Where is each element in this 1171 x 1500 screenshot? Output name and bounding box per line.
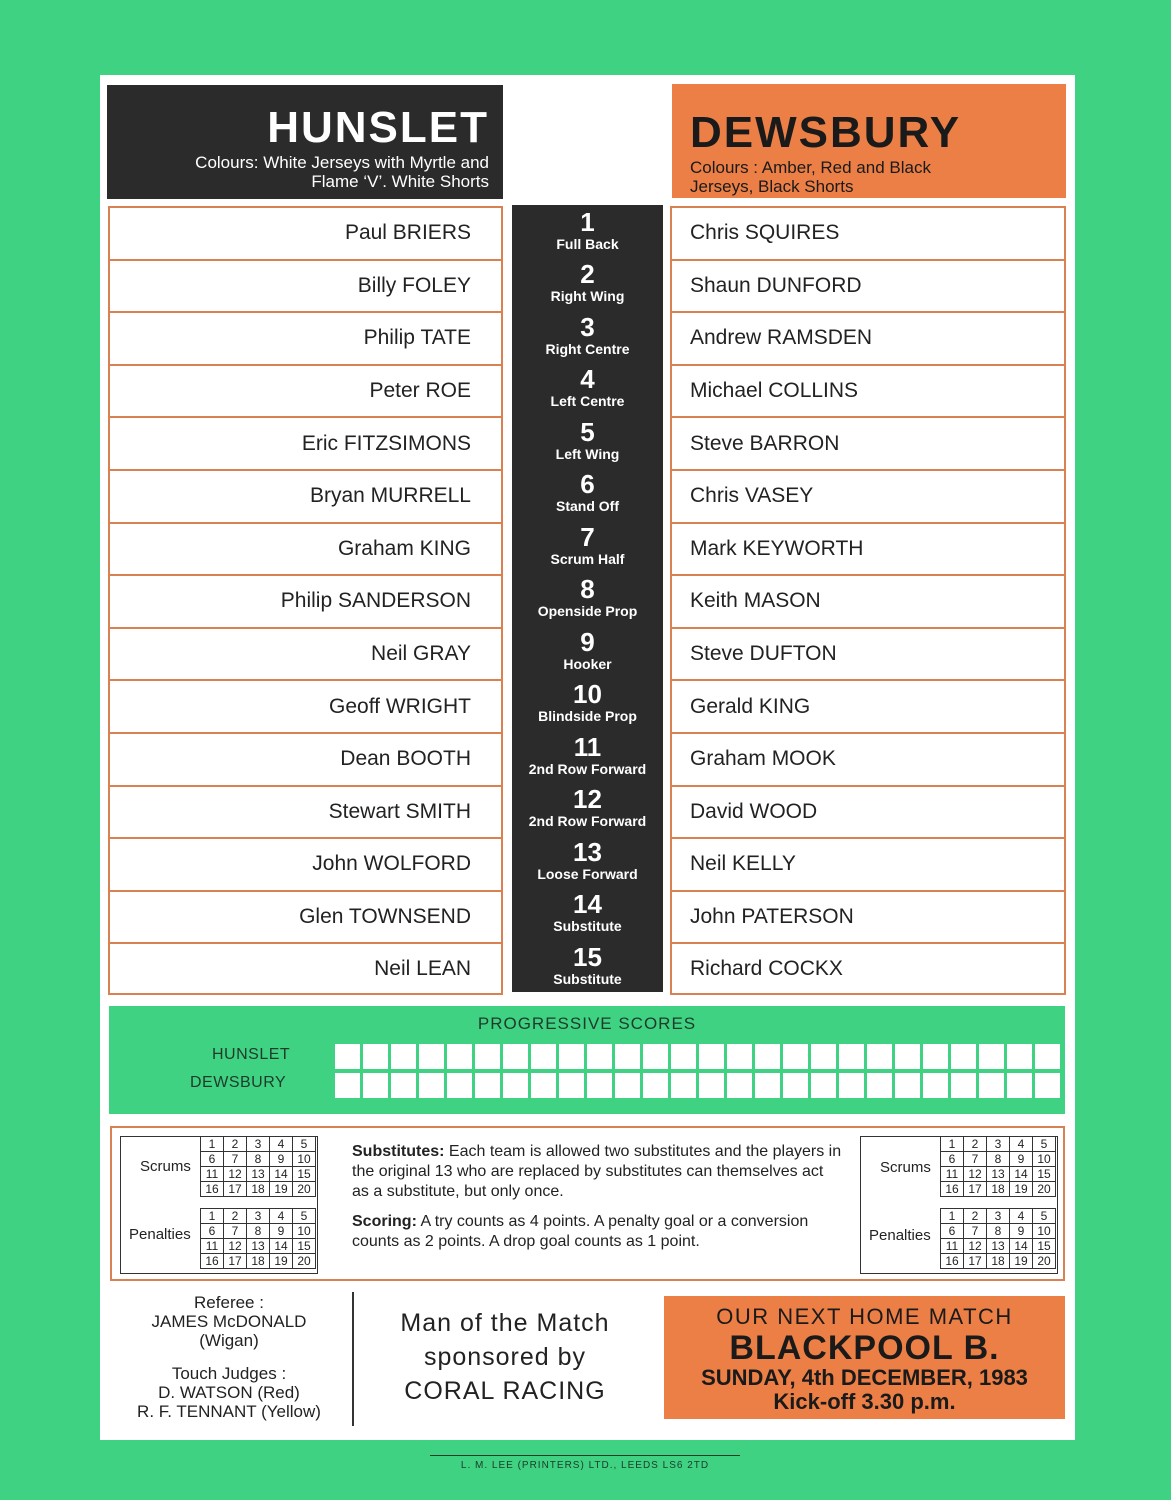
player-row: Andrew RAMSDEN <box>670 311 1066 364</box>
score-cell <box>951 1044 976 1069</box>
tally-number: 7 <box>224 1152 247 1167</box>
tally-number: 11 <box>941 1167 964 1182</box>
tally-number: 17 <box>964 1182 987 1197</box>
position-name: Stand Off <box>556 498 619 515</box>
position-number: 9 <box>580 626 595 657</box>
touch-judge-2: R. F. TENNANT (Yellow) <box>137 1402 321 1421</box>
player-row: Graham KING <box>108 522 503 575</box>
tally-number: 1 <box>941 1209 964 1224</box>
tally-number: 1 <box>941 1137 964 1152</box>
printer-credit: L. M. LEE (PRINTERS) LTD., LEEDS LS6 2TD <box>430 1455 740 1471</box>
score-cell <box>699 1073 724 1098</box>
tally-number: 7 <box>964 1224 987 1239</box>
player-row: Bryan MURRELL <box>108 469 503 522</box>
touch-judges-label: Touch Judges : <box>171 1364 287 1383</box>
penalties-tally-grid <box>200 1208 316 1269</box>
next-match-title: OUR NEXT HOME MATCH <box>716 1304 1013 1329</box>
scoring-rule <box>352 1212 842 1252</box>
position-name: Left Wing <box>555 445 620 462</box>
footer-divider <box>352 1292 354 1426</box>
player-row: Michael COLLINS <box>670 364 1066 417</box>
position-1 <box>512 205 663 257</box>
player-row: Neil LEAN <box>108 942 503 995</box>
away-colours-line2: Jerseys, Black Shorts <box>690 177 854 196</box>
position-number: 7 <box>580 521 595 552</box>
position-number: 6 <box>580 469 595 500</box>
tally-number: 5 <box>1033 1137 1056 1152</box>
tally-number: 16 <box>941 1182 964 1197</box>
scrums-tally-grid <box>940 1136 1056 1197</box>
position-number: 10 <box>573 679 602 710</box>
score-cell <box>335 1073 360 1098</box>
position-number: 8 <box>580 574 595 605</box>
score-cell <box>503 1044 528 1069</box>
home-team-name: HUNSLET <box>267 103 489 152</box>
tally-number: 19 <box>1010 1254 1033 1269</box>
tally-number: 2 <box>224 1137 247 1152</box>
position-number: 14 <box>573 889 602 920</box>
position-number: 2 <box>580 259 595 290</box>
score-cell <box>643 1044 668 1069</box>
score-cell <box>811 1044 836 1069</box>
scrums-label: Scrums <box>140 1158 191 1175</box>
score-cell <box>419 1073 444 1098</box>
position-name: Openside Prop <box>537 603 638 620</box>
position-name: Loose Forward <box>537 865 638 882</box>
tally-number: 12 <box>224 1239 247 1254</box>
tally-number: 9 <box>1010 1224 1033 1239</box>
player-row: Eric FITZSIMONS <box>108 416 503 469</box>
player-row: Dean BOOTH <box>108 732 503 785</box>
position-8 <box>512 572 663 624</box>
positions-column <box>512 205 663 992</box>
progressive-scores <box>109 1006 1065 1114</box>
position-name: Full Back <box>556 236 619 252</box>
position-11 <box>512 730 663 782</box>
tally-number: 6 <box>201 1152 224 1167</box>
position-4 <box>512 362 663 414</box>
score-cell <box>335 1044 360 1069</box>
match-officials <box>109 1293 349 1421</box>
player-row: John PATERSON <box>670 890 1066 943</box>
home-tally-box <box>120 1136 318 1274</box>
tally-number: 18 <box>987 1182 1010 1197</box>
position-12 <box>512 782 663 834</box>
score-cell <box>727 1073 752 1098</box>
tally-number: 16 <box>201 1182 224 1197</box>
tally-number: 12 <box>224 1167 247 1182</box>
player-row: Neil GRAY <box>108 627 503 680</box>
home-team-colours <box>107 153 489 191</box>
tally-number: 20 <box>1033 1182 1056 1197</box>
player-row: Richard COCKX <box>670 942 1066 995</box>
position-10 <box>512 677 663 729</box>
score-cell <box>895 1073 920 1098</box>
player-row: Chris VASEY <box>670 469 1066 522</box>
player-row: Steve BARRON <box>670 416 1066 469</box>
position-6 <box>512 467 663 519</box>
tally-number: 2 <box>964 1137 987 1152</box>
position-name: 2nd Row Forward <box>528 813 647 830</box>
next-match-opponent: BLACKPOOL B. <box>729 1329 1000 1367</box>
score-cell <box>867 1073 892 1098</box>
position-13 <box>512 835 663 887</box>
tally-number: 10 <box>293 1152 316 1167</box>
tally-number: 3 <box>987 1209 1010 1224</box>
tally-number: 3 <box>987 1137 1010 1152</box>
tally-number: 4 <box>270 1209 293 1224</box>
player-row: Neil KELLY <box>670 837 1066 890</box>
score-cell <box>643 1073 668 1098</box>
player-row: Philip TATE <box>108 311 503 364</box>
player-row: Steve DUFTON <box>670 627 1066 680</box>
tally-number: 20 <box>293 1182 316 1197</box>
tally-number: 13 <box>987 1239 1010 1254</box>
tally-number: 7 <box>224 1224 247 1239</box>
score-cell <box>447 1044 472 1069</box>
score-cell <box>839 1073 864 1098</box>
score-cell <box>867 1044 892 1069</box>
tally-number: 7 <box>964 1152 987 1167</box>
score-cell <box>979 1073 1004 1098</box>
tally-number: 14 <box>1010 1167 1033 1182</box>
tally-number: 4 <box>270 1137 293 1152</box>
progressive-away-label: DEWSBURY <box>190 1074 287 1091</box>
motm-line1: Man of the Match <box>400 1309 610 1337</box>
tally-number: 20 <box>293 1254 316 1269</box>
position-2 <box>512 257 663 309</box>
tally-number: 6 <box>201 1224 224 1239</box>
tally-number: 14 <box>270 1239 293 1254</box>
score-cell <box>951 1073 976 1098</box>
score-cell <box>755 1073 780 1098</box>
tally-number: 8 <box>247 1224 270 1239</box>
score-cell <box>671 1044 696 1069</box>
tally-number: 18 <box>247 1254 270 1269</box>
tally-number: 9 <box>270 1152 293 1167</box>
tally-number: 5 <box>293 1137 316 1152</box>
score-cell <box>783 1044 808 1069</box>
tally-number: 9 <box>1010 1152 1033 1167</box>
tally-number: 15 <box>1033 1239 1056 1254</box>
tally-number: 3 <box>247 1137 270 1152</box>
score-cell <box>783 1073 808 1098</box>
position-14 <box>512 887 663 939</box>
tally-number: 13 <box>247 1239 270 1254</box>
position-number: 4 <box>580 364 595 395</box>
tally-number: 15 <box>293 1239 316 1254</box>
home-lineup <box>108 206 503 995</box>
score-cell <box>979 1044 1004 1069</box>
tally-number: 9 <box>270 1224 293 1239</box>
position-name: Scrum Half <box>550 550 625 567</box>
position-5 <box>512 415 663 467</box>
touch-judge-1: D. WATSON (Red) <box>158 1383 300 1402</box>
player-row: Keith MASON <box>670 574 1066 627</box>
penalties-tally-grid <box>940 1208 1056 1269</box>
tally-number: 4 <box>1010 1137 1033 1152</box>
substitutes-heading: Substitutes: <box>352 1143 445 1160</box>
tally-number: 15 <box>293 1167 316 1182</box>
tally-number: 18 <box>987 1254 1010 1269</box>
tally-number: 4 <box>1010 1209 1033 1224</box>
tally-number: 20 <box>1033 1254 1056 1269</box>
tally-number: 3 <box>247 1209 270 1224</box>
tally-number: 1 <box>201 1209 224 1224</box>
player-row: Gerald KING <box>670 679 1066 732</box>
player-row: Graham MOOK <box>670 732 1066 785</box>
tally-number: 10 <box>1033 1224 1056 1239</box>
player-row: Stewart SMITH <box>108 785 503 838</box>
player-row: Paul BRIERS <box>108 206 503 259</box>
score-cell <box>531 1073 556 1098</box>
tally-number: 6 <box>941 1224 964 1239</box>
scoring-heading: Scoring: <box>352 1213 417 1230</box>
next-match-kickoff: Kick-off 3.30 p.m. <box>773 1389 956 1414</box>
score-cell <box>391 1044 416 1069</box>
score-cell <box>503 1073 528 1098</box>
position-number: 12 <box>573 784 602 815</box>
tally-number: 12 <box>964 1239 987 1254</box>
tally-number: 13 <box>247 1167 270 1182</box>
tally-number: 5 <box>293 1209 316 1224</box>
player-row: Philip SANDERSON <box>108 574 503 627</box>
score-cell <box>615 1044 640 1069</box>
next-match-date: SUNDAY, 4th DECEMBER, 1983 <box>701 1365 1028 1390</box>
tally-number: 16 <box>201 1254 224 1269</box>
position-7 <box>512 520 663 572</box>
score-cell <box>587 1073 612 1098</box>
player-row: David WOOD <box>670 785 1066 838</box>
referee-club: (Wigan) <box>199 1331 259 1350</box>
score-cell <box>475 1073 500 1098</box>
rules-panel <box>110 1126 1065 1281</box>
progressive-home-label: HUNSLET <box>212 1046 291 1063</box>
scrums-tally-grid <box>200 1136 316 1197</box>
position-name: Blindside Prop <box>538 708 637 725</box>
position-name: Substitute <box>553 918 622 935</box>
tally-number: 2 <box>964 1209 987 1224</box>
tally-number: 6 <box>941 1152 964 1167</box>
score-cell <box>923 1044 948 1069</box>
position-name: Left Centre <box>550 393 625 410</box>
score-cell <box>671 1073 696 1098</box>
tally-number: 8 <box>247 1152 270 1167</box>
player-row: Shaun DUNFORD <box>670 259 1066 312</box>
tally-number: 10 <box>1033 1152 1056 1167</box>
score-cell <box>363 1044 388 1069</box>
score-cell <box>1007 1044 1032 1069</box>
position-number: 1 <box>580 207 595 237</box>
tally-number: 17 <box>224 1182 247 1197</box>
score-cell <box>615 1073 640 1098</box>
tally-number: 1 <box>201 1137 224 1152</box>
player-row: John WOLFORD <box>108 837 503 890</box>
away-team-colours <box>690 158 1066 196</box>
tally-number: 15 <box>1033 1167 1056 1182</box>
home-colours-line1: Colours: White Jerseys with Myrtle and <box>195 153 489 172</box>
player-row: Billy FOLEY <box>108 259 503 312</box>
position-3 <box>512 310 663 362</box>
score-cell <box>419 1044 444 1069</box>
rules-text <box>352 1142 842 1262</box>
tally-number: 14 <box>1010 1239 1033 1254</box>
referee-name: JAMES McDONALD <box>151 1312 307 1331</box>
away-lineup <box>670 206 1066 995</box>
scoring-text: A try counts as 4 points. A penalty goal or a conversion counts as 2 points. A drop goal counts as 1 point. <box>352 1213 809 1250</box>
tally-number: 11 <box>201 1167 224 1182</box>
away-colours-line1: Colours : Amber, Red and Black <box>690 158 931 177</box>
next-home-match <box>664 1296 1065 1419</box>
position-9 <box>512 625 663 677</box>
progressive-away-grid <box>335 1073 1063 1098</box>
tally-number: 2 <box>224 1209 247 1224</box>
position-15 <box>512 940 663 992</box>
score-cell <box>895 1044 920 1069</box>
progressive-scores-title: PROGRESSIVE SCORES <box>477 1014 697 1033</box>
score-cell <box>1035 1044 1060 1069</box>
home-team-header <box>107 85 503 199</box>
player-row: Geoff WRIGHT <box>108 679 503 732</box>
score-cell <box>1007 1073 1032 1098</box>
position-name: Right Centre <box>545 340 630 357</box>
position-number: 3 <box>580 311 595 342</box>
away-team-header <box>672 84 1066 198</box>
substitutes-rule <box>352 1142 842 1202</box>
away-team-name: DEWSBURY <box>690 108 962 157</box>
substitutes-text: Each team is allowed two substitutes and the players in the original 13 who are replaced by substitutes can themselves act as a substitute, but only once. <box>352 1143 842 1200</box>
score-cell <box>1035 1073 1060 1098</box>
position-number: 11 <box>573 731 602 762</box>
position-number: 5 <box>580 416 595 447</box>
score-cell <box>923 1073 948 1098</box>
progressive-home-grid <box>335 1044 1063 1069</box>
position-number: 13 <box>573 836 602 867</box>
score-cell <box>559 1073 584 1098</box>
tally-number: 12 <box>964 1167 987 1182</box>
score-cell <box>587 1044 612 1069</box>
tally-number: 13 <box>987 1167 1010 1182</box>
player-row: Glen TOWNSEND <box>108 890 503 943</box>
score-cell <box>475 1044 500 1069</box>
tally-number: 8 <box>987 1224 1010 1239</box>
position-name: Substitute <box>553 970 622 987</box>
player-row: Chris SQUIRES <box>670 206 1066 259</box>
player-row: Peter ROE <box>108 364 503 417</box>
tally-number: 19 <box>1010 1182 1033 1197</box>
player-row: Mark KEYWORTH <box>670 522 1066 575</box>
man-of-the-match <box>360 1306 650 1408</box>
score-cell <box>391 1073 416 1098</box>
tally-number: 11 <box>941 1239 964 1254</box>
score-cell <box>363 1073 388 1098</box>
position-name: 2nd Row Forward <box>528 760 647 777</box>
score-cell <box>727 1044 752 1069</box>
away-tally-box <box>860 1136 1058 1274</box>
tally-number: 16 <box>941 1254 964 1269</box>
scrums-label: Scrums <box>880 1159 931 1176</box>
score-cell <box>447 1073 472 1098</box>
score-cell <box>699 1044 724 1069</box>
position-name: Right Wing <box>550 288 625 305</box>
penalties-label: Penalties <box>869 1227 931 1244</box>
tally-number: 14 <box>270 1167 293 1182</box>
tally-number: 5 <box>1033 1209 1056 1224</box>
motm-sponsor: CORAL RACING <box>404 1377 606 1405</box>
score-cell <box>811 1073 836 1098</box>
tally-number: 18 <box>247 1182 270 1197</box>
referee-label: Referee : <box>194 1293 264 1312</box>
tally-number: 10 <box>293 1224 316 1239</box>
tally-number: 11 <box>201 1239 224 1254</box>
tally-number: 17 <box>964 1254 987 1269</box>
tally-number: 8 <box>987 1152 1010 1167</box>
score-cell <box>531 1044 556 1069</box>
home-colours-line2: Flame ‘V’. White Shorts <box>311 172 489 191</box>
tally-number: 19 <box>270 1182 293 1197</box>
tally-number: 19 <box>270 1254 293 1269</box>
score-cell <box>755 1044 780 1069</box>
penalties-label: Penalties <box>129 1226 191 1243</box>
tally-number: 17 <box>224 1254 247 1269</box>
motm-line2: sponsored by <box>423 1343 587 1371</box>
position-name: Hooker <box>563 655 612 672</box>
position-number: 15 <box>573 941 602 972</box>
score-cell <box>839 1044 864 1069</box>
score-cell <box>559 1044 584 1069</box>
